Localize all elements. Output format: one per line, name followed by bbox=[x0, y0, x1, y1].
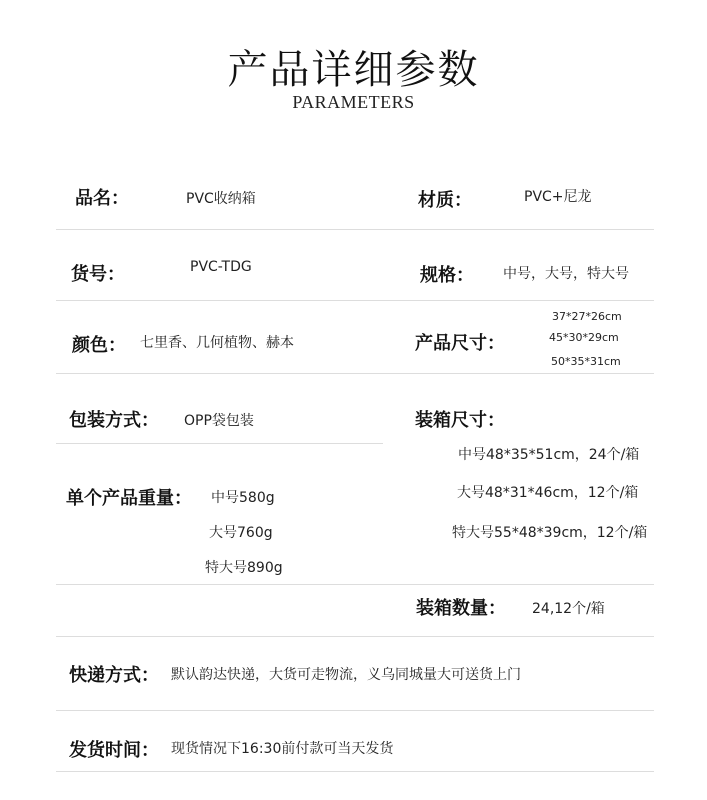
size-spec-label: 规格： bbox=[420, 265, 474, 286]
unit-weight-label: 单个产品重量： bbox=[66, 488, 192, 509]
color-label: 颜色： bbox=[72, 335, 126, 356]
row-divider bbox=[56, 229, 654, 230]
material-label: 材质： bbox=[418, 190, 472, 211]
product-size-value: 50*35*31cm bbox=[551, 355, 621, 368]
size-spec-value: 中号，大号，特大号 bbox=[503, 266, 629, 282]
carton-size-value: 大号48*31*46cm，12个/箱 bbox=[457, 485, 639, 501]
packaging-label: 包装方式： bbox=[69, 410, 159, 431]
packaging-value: OPP袋包装 bbox=[184, 413, 254, 429]
row-divider bbox=[56, 710, 654, 711]
row-divider bbox=[56, 300, 654, 301]
unit-weight-value: 大号760g bbox=[209, 525, 273, 541]
delivery-time-label: 发货时间： bbox=[69, 740, 159, 761]
unit-weight-value: 中号580g bbox=[211, 490, 275, 506]
delivery-time-value: 现货情况下16:30前付款可当天发货 bbox=[171, 741, 394, 757]
shipping-label: 快递方式： bbox=[69, 665, 159, 686]
product-size-value: 37*27*26cm bbox=[552, 310, 622, 323]
carton-qty-value: 24,12个/箱 bbox=[532, 601, 605, 617]
shipping-value: 默认韵达快递，大货可走物流，义乌同城量大可送货上门 bbox=[171, 667, 521, 683]
name-value: PVC收纳箱 bbox=[186, 191, 256, 207]
carton-size-value: 中号48*35*51cm，24个/箱 bbox=[458, 447, 640, 463]
row-divider bbox=[56, 771, 654, 772]
item-no-value: PVC-TDG bbox=[190, 259, 252, 275]
unit-weight-value: 特大号890g bbox=[205, 560, 283, 576]
carton-qty-label: 装箱数量： bbox=[416, 598, 506, 619]
row-divider bbox=[56, 443, 383, 444]
page-title: 产品详细参数 bbox=[227, 47, 480, 93]
page-subtitle: PARAMETERS bbox=[292, 92, 415, 112]
row-divider bbox=[56, 584, 654, 585]
item-no-label: 货号： bbox=[71, 264, 125, 285]
name-label: 品名： bbox=[75, 188, 129, 209]
carton-size-label: 装箱尺寸： bbox=[415, 410, 505, 431]
row-divider bbox=[56, 636, 654, 637]
color-value: 七里香、几何植物、赫本 bbox=[140, 335, 294, 351]
material-value: PVC+尼龙 bbox=[524, 189, 592, 205]
product-size-label: 产品尺寸： bbox=[415, 333, 505, 354]
carton-size-value: 特大号55*48*39cm，12个/箱 bbox=[452, 525, 648, 541]
product-size-value: 45*30*29cm bbox=[549, 331, 619, 344]
row-divider bbox=[56, 373, 654, 374]
